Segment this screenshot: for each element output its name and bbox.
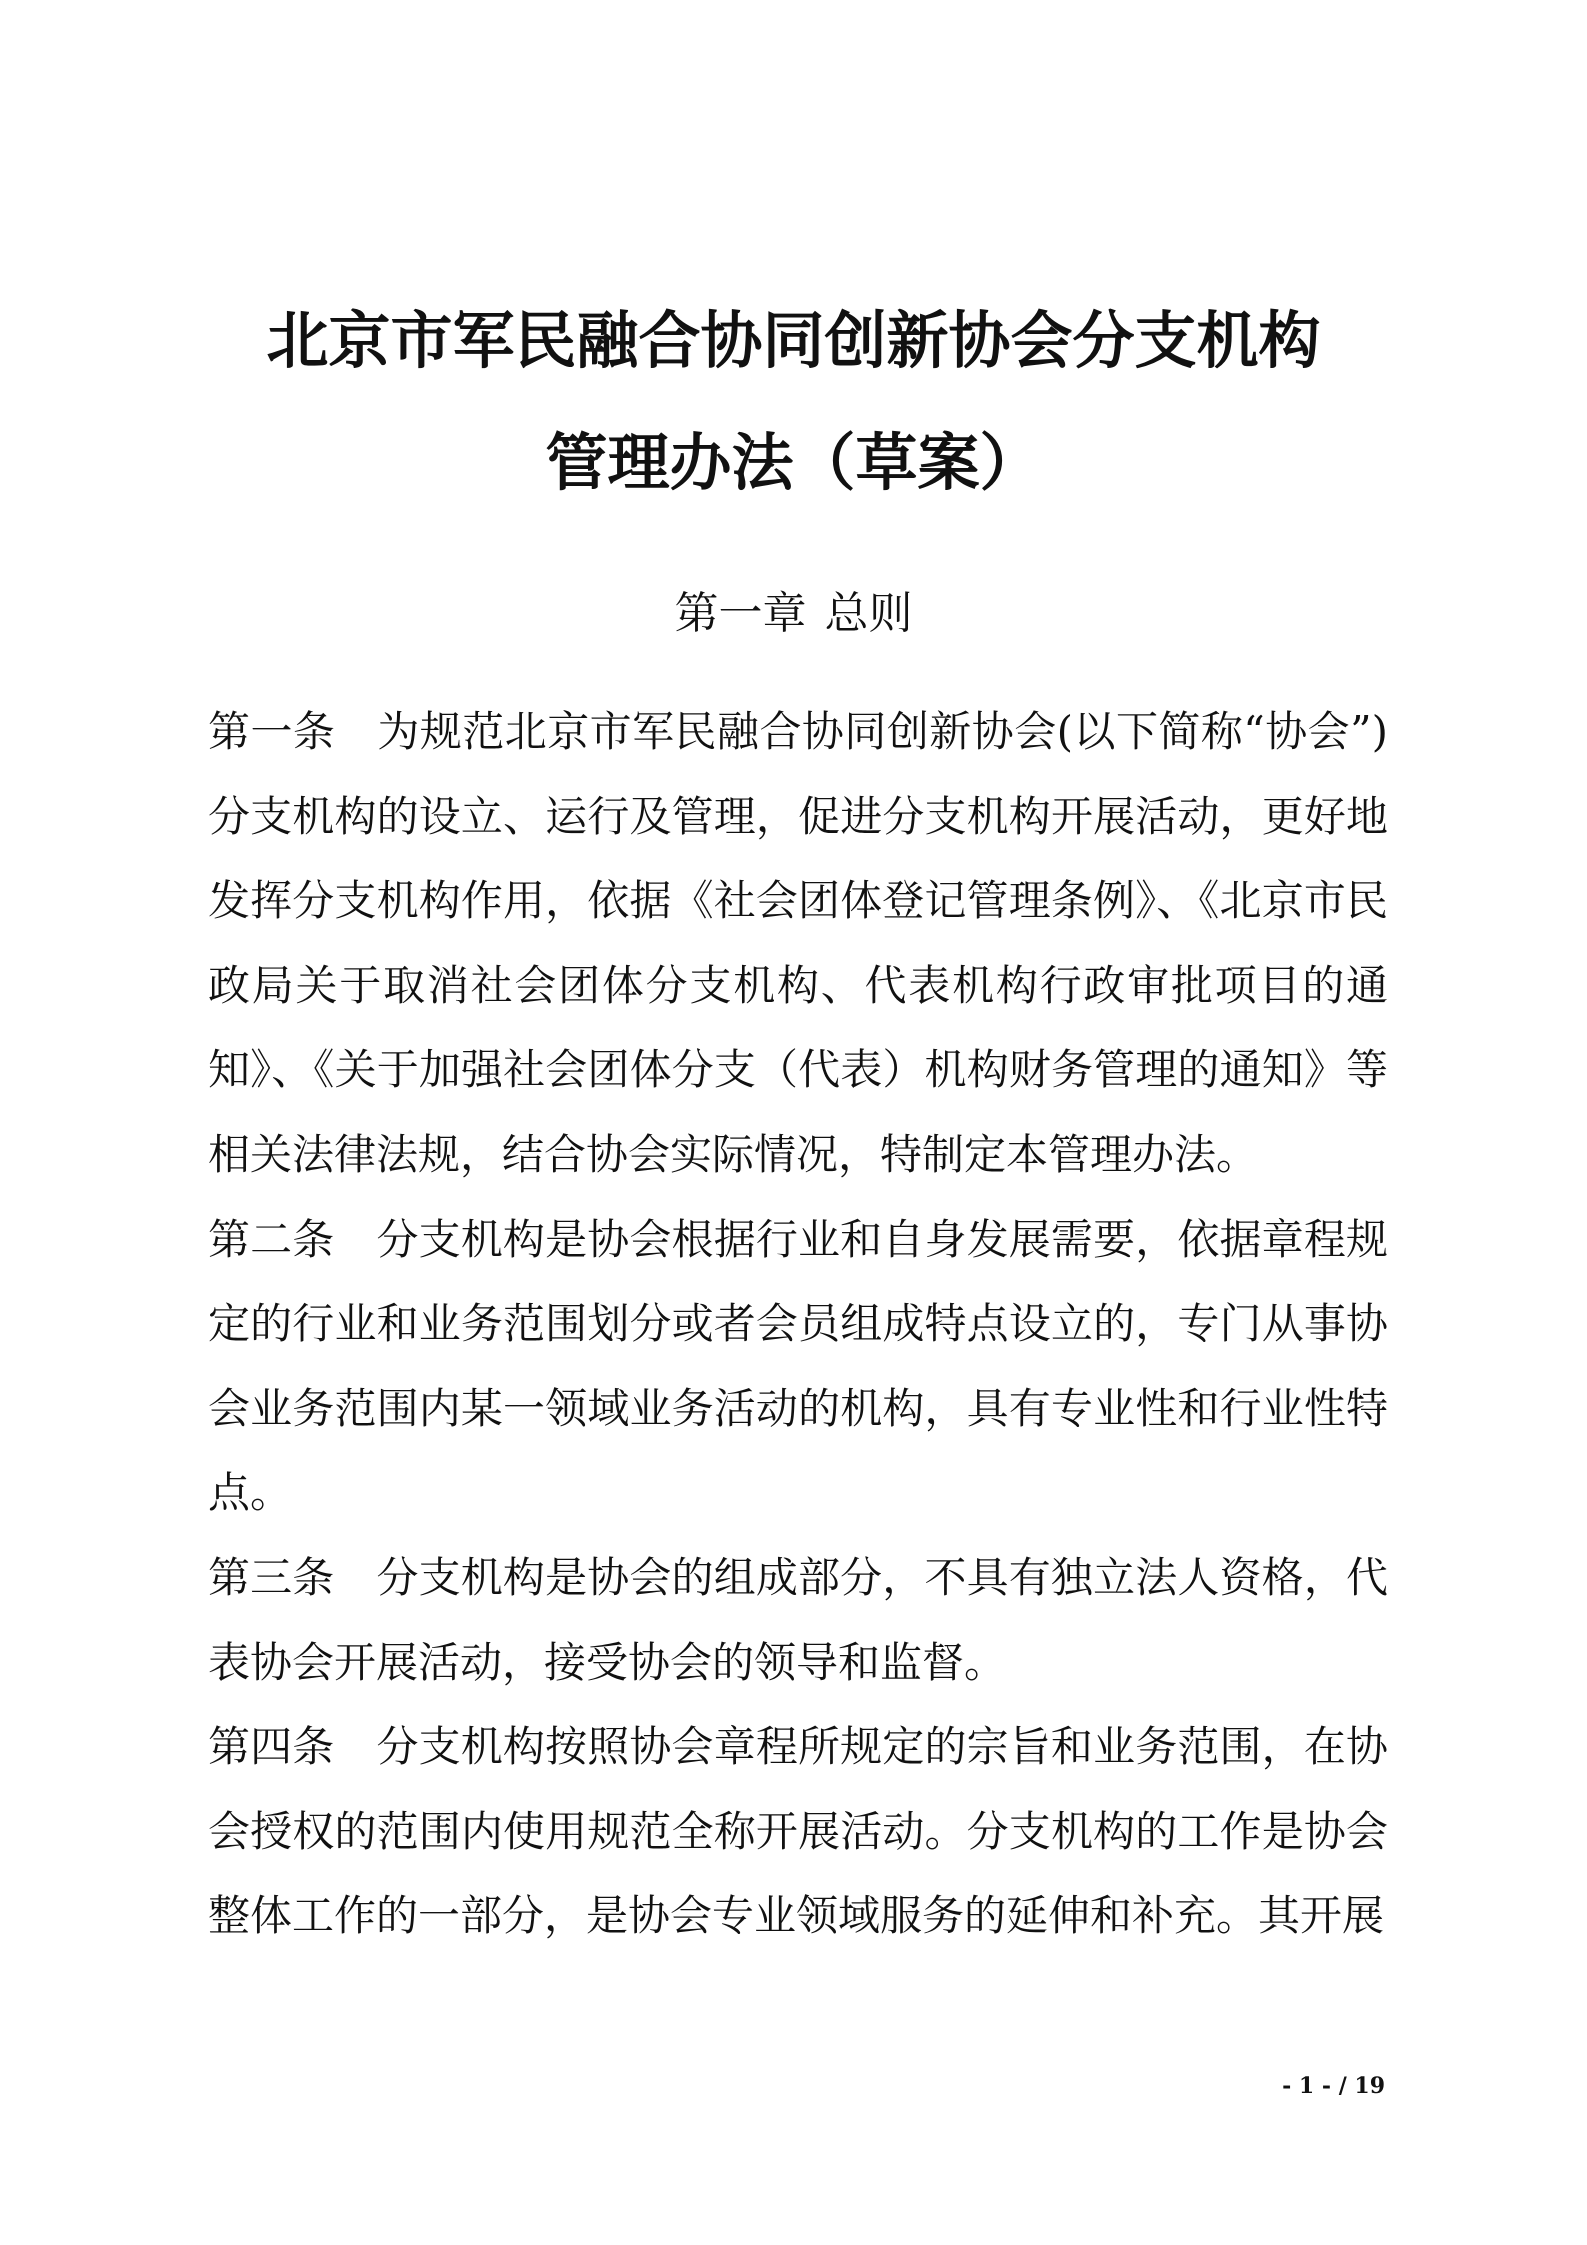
document-title-line2: 管理办法（草案） (545, 426, 1042, 499)
article-label: 第二条 (208, 1214, 335, 1264)
article-text: 分支机构是协会根据行业和自身发展需要，依据章程规定的行业和业务范围划分或者会员组成特点设立的，专门从事协会业务范围内某一领域业务活动的机构，具有专业性和行业性特点。 (208, 1214, 1388, 1518)
document-title-line1: 北京市军民融合协同创新协会分支机构 (266, 304, 1321, 377)
chapter-number: 第一章 (674, 588, 807, 639)
article-label: 第四条 (208, 1722, 335, 1772)
article-4 (208, 1705, 1388, 1959)
article-2 (208, 1198, 1388, 1536)
document-body (208, 690, 1388, 1959)
article-text: 为规范北京市军民融合协同创新协会(以下简称“协会”)分支机构的设立、运行及管理，促进分支机构开展活动，更好地发挥分支机构作用，依据《社会团体登记管理条例》、《北京市民政局关于取消社会团体分支机构、代表机构行政审批项目的通知》、《关于加强社会团体分支（代表）机构财务管理的通知》等相关法律法规，结合协会实际情况，特制定本管理办法。 (208, 707, 1388, 1179)
article-3 (208, 1536, 1388, 1705)
article-1 (208, 690, 1388, 1198)
article-text: 分支机构按照协会章程所规定的宗旨和业务范围，在协会授权的范围内使用规范全称开展活动。分支机构的工作是协会整体工作的一部分，是协会专业领域服务的延伸和补充。其开展 (208, 1722, 1388, 1941)
chapter-heading (0, 588, 1587, 639)
article-text: 分支机构是协会的组成部分，不具有独立法人资格，代表协会开展活动，接受协会的领导和监督。 (208, 1552, 1388, 1687)
article-label: 第一条 (208, 707, 336, 756)
chapter-title: 总则 (824, 588, 913, 639)
article-label: 第三条 (208, 1552, 335, 1602)
page-number: - 1 - / 19 (1282, 2073, 1385, 2099)
